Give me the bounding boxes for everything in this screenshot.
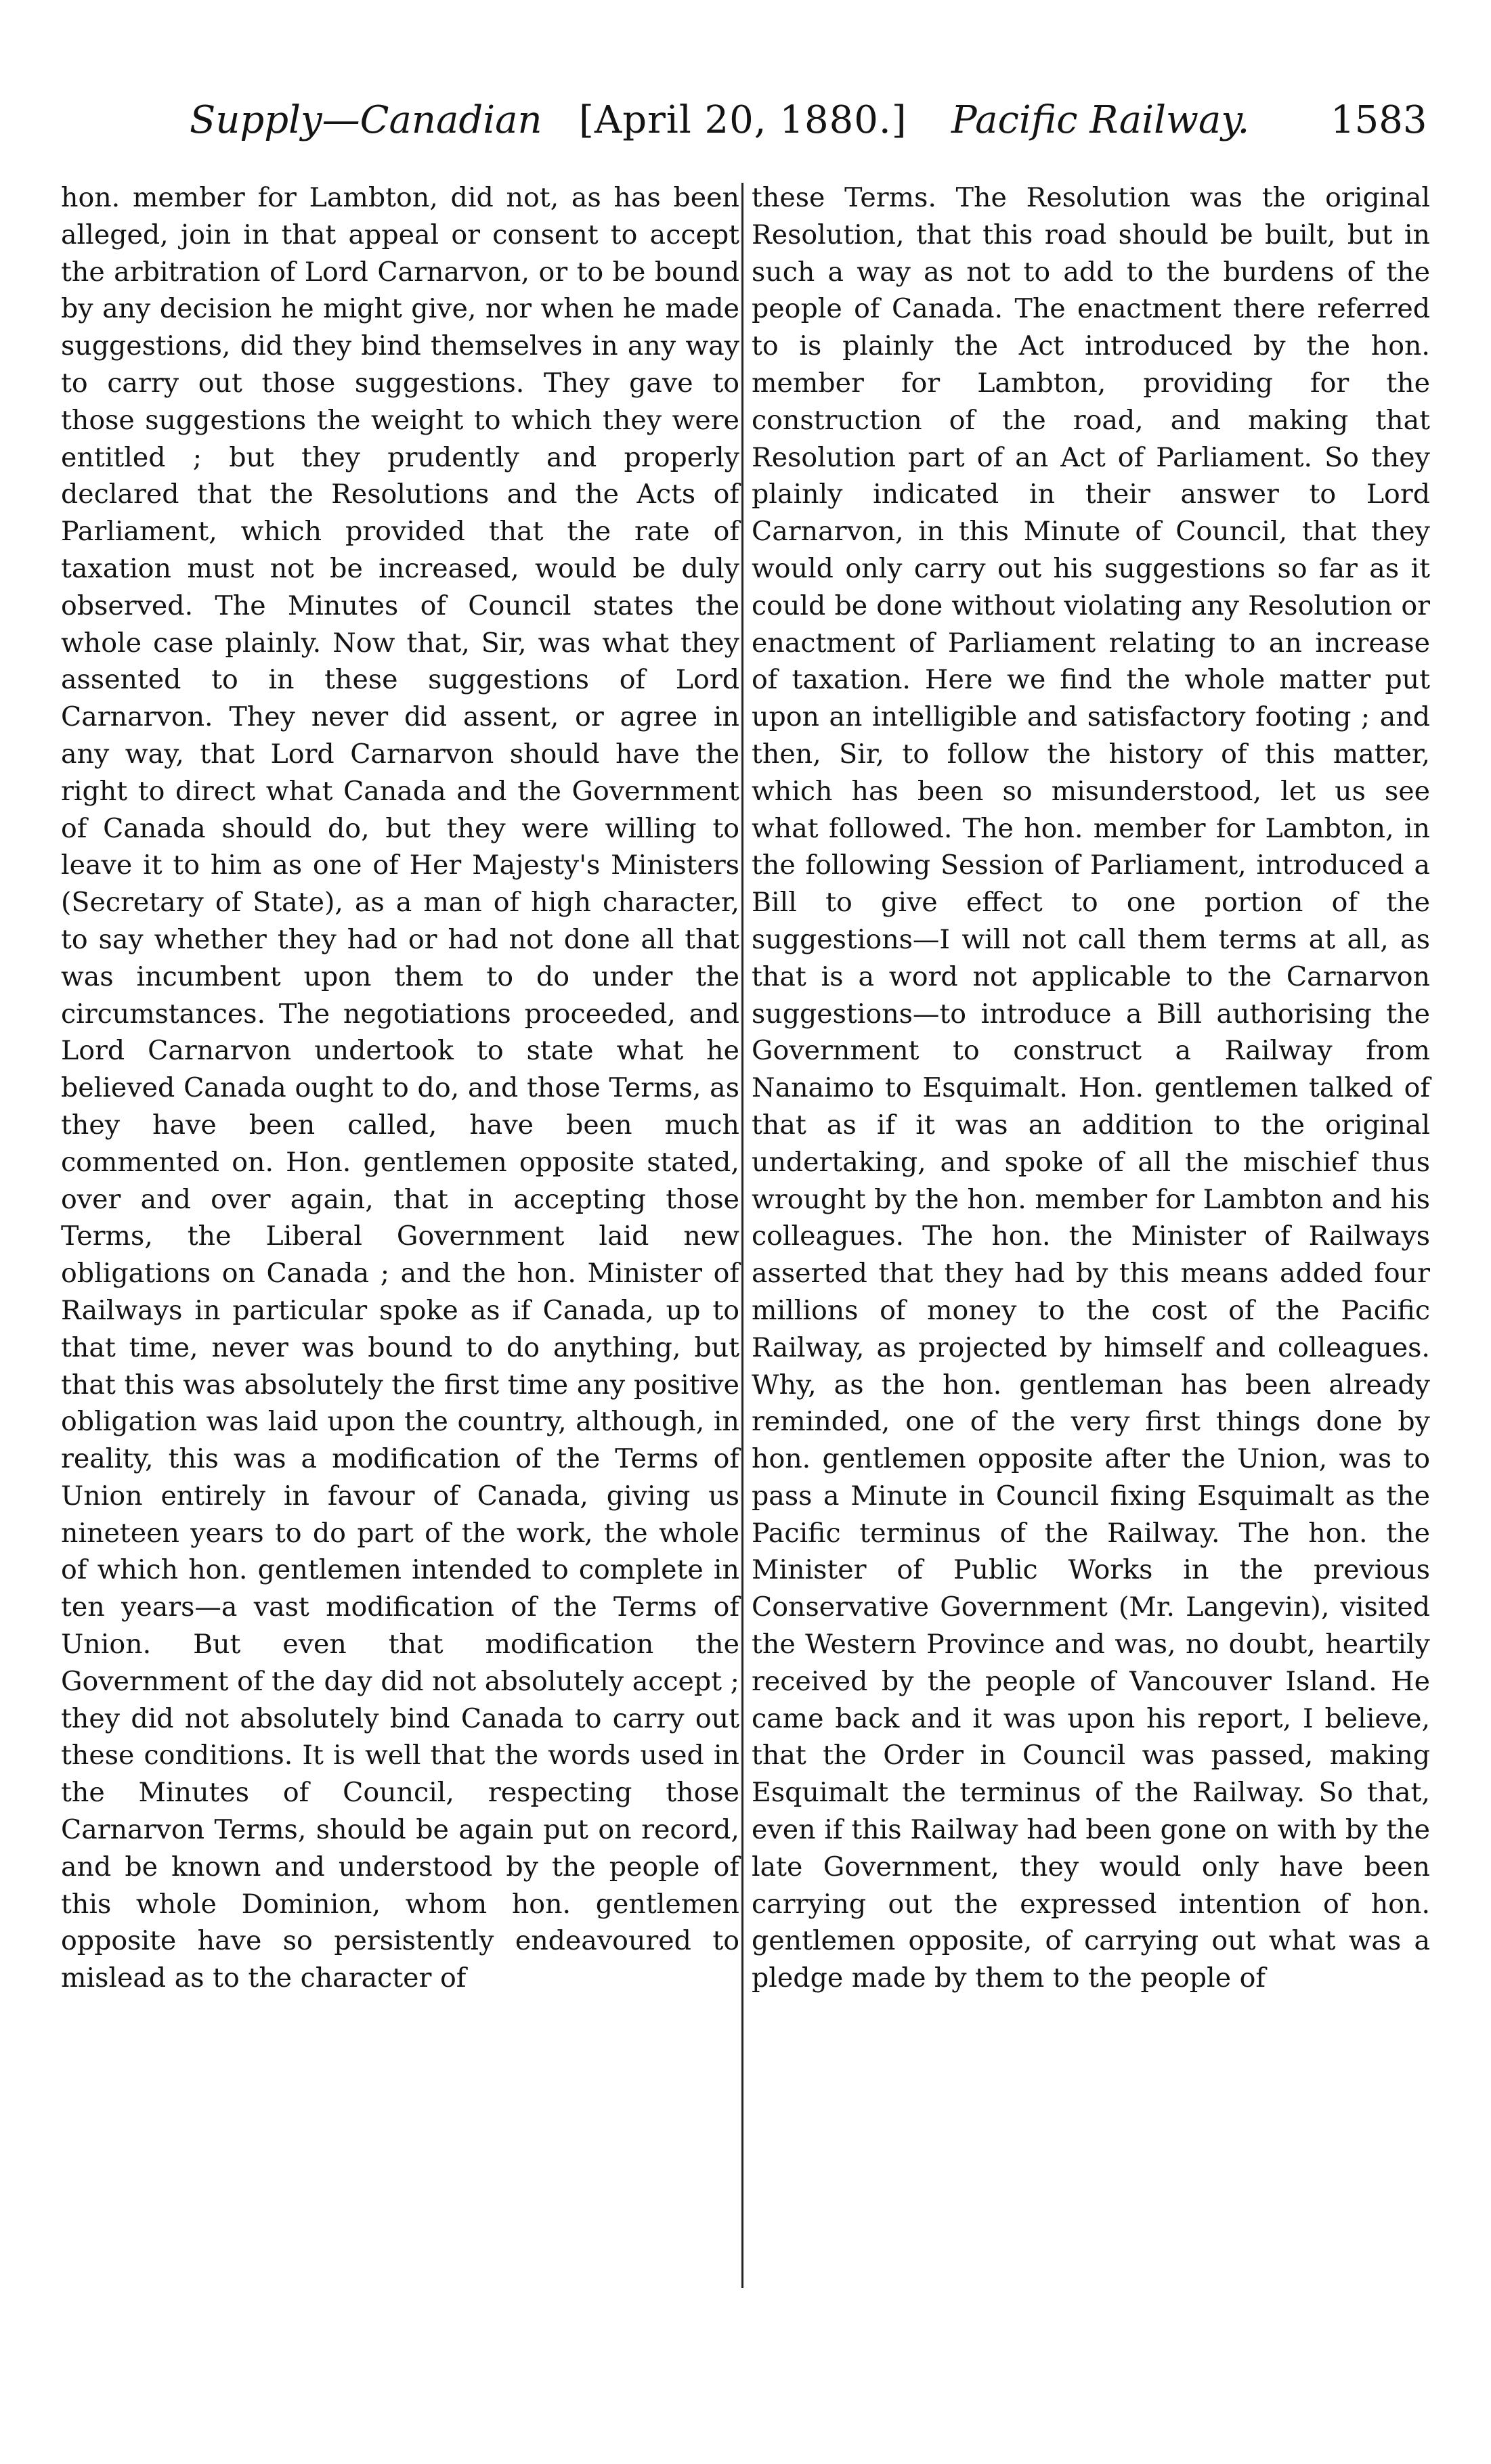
running-head-left: Supply—Canadian [190,98,542,142]
text-column-left [61,179,739,1997]
page-header [0,0,1491,203]
running-head-date: [April 20, 1880.] [579,98,907,142]
text-column-right [752,179,1430,1997]
column-paragraph: hon. member for Lambton, did not, as has been alleged, join in that appeal or consent to accept the arbitration of Lord Carnarvon, or to be bound by any decision he might give, nor when he made suggestions, did they bind themselves in any way to carry out those suggestions. They gave to those suggestions the weight to which they were entitled ; but they prudently and properly declared that the Resolutions and the Acts of Parliament, which provided that the rate of taxation must not be increased, would be duly observed. The Minutes of Council states the whole case plainly. Now that, Sir, was what they assented to in these suggestions of Lord Carnarvon. They never did assent, or agree in any way, that Lord Carnarvon should have the right to direct what Canada and the Government of Canada should do, but they were willing to leave it to him as one of Her Majesty's Ministers (Secretary of State), as a man of high character, to say whether they had or had not done all that was incumbent upon them to do under the circumstances. The negotiations proceeded, and Lord Carnarvon undertook to state what he believed Canada ought to do, and those Terms, as they have been called, have been much commented on. Hon. gentlemen opposite stated, over and over again, that in accepting those Terms, the Liberal Government laid new obligations on Canada ; and the hon. Minister of Railways in particular spoke as if Canada, up to that time, never was bound to do anything, but that this was absolutely the first time any positive obligation was laid upon the country, although, in reality, this was a modification of the Terms of Union entirely in favour of Canada, giving us nineteen years to do part of the work, the whole of which hon. gentlemen intended to complete in ten years—a vast modification of the Terms of Union. But even that modification the Government of the day did not absolutely accept ; they did not absolutely bind Canada to carry out these conditions. It is well that the words used in the Minutes of Council, respecting those Carnarvon Terms, should be again put on record, and be known and understood by the people of this whole Dominion, whom hon. gentlemen opposite have so persistently endeavoured to mislead as to the character of [61,182,739,1994]
page-number: 1583 [1331,98,1427,142]
column-divider [741,183,743,2288]
column-paragraph: these Terms. The Resolution was the original Resolution, that this road should be built, but in such a way as not to add to the burdens of the people of Canada. The enactment there referred to is plainly the Act introduced by the hon. member for Lambton, providing for the construction of the road, and making that Resolution part of an Act of Parliament. So they plainly indicated in their answer to Lord Carnarvon, in this Minute of Council, that they would only carry out his suggestions so far as it could be done without violating any Resolution or enactment of Parliament relating to an increase of taxation. Here we find the whole matter put upon an intelligible and satisfactory footing ; and then, Sir, to follow the history of this matter, which has been so misunderstood, let us see what followed. The hon. member for Lambton, in the following Session of Parliament, introduced a Bill to give effect to one portion of the suggestions—I will not call them terms at all, as that is a word not applicable to the Carnarvon suggestions—to introduce a Bill authorising the Government to construct a Railway from Nanaimo to Esquimalt. Hon. gentlemen talked of that as if it was an addition to the original undertaking, and spoke of all the mischief thus wrought by the hon. member for Lambton and his colleagues. The hon. the Minister of Railways asserted that they had by this means added four millions of money to the cost of the Pacific Railway, as projected by himself and colleagues. Why, as the hon. gentleman has been already reminded, one of the very first things done by hon. gentlemen opposite after the Union, was to pass a Minute in Council fixing Esquimalt as the Pacific terminus of the Railway. The hon. the Minister of Public Works in the previous Conservative Government (Mr. Langevin), visited the Western Province and was, no doubt, heartily received by the people of Vancouver Island. He came back and it was upon his report, I believe, that the Order in Council was passed, making Esquimalt the terminus of the Railway. So that, even if this Railway had been gone on with by the late Government, they would only have been carrying out the expressed intention of hon. gentlemen opposite, of carrying out what was a pledge made by them to the people of [752,182,1430,1994]
running-head-right: Pacific Railway. [951,98,1250,142]
